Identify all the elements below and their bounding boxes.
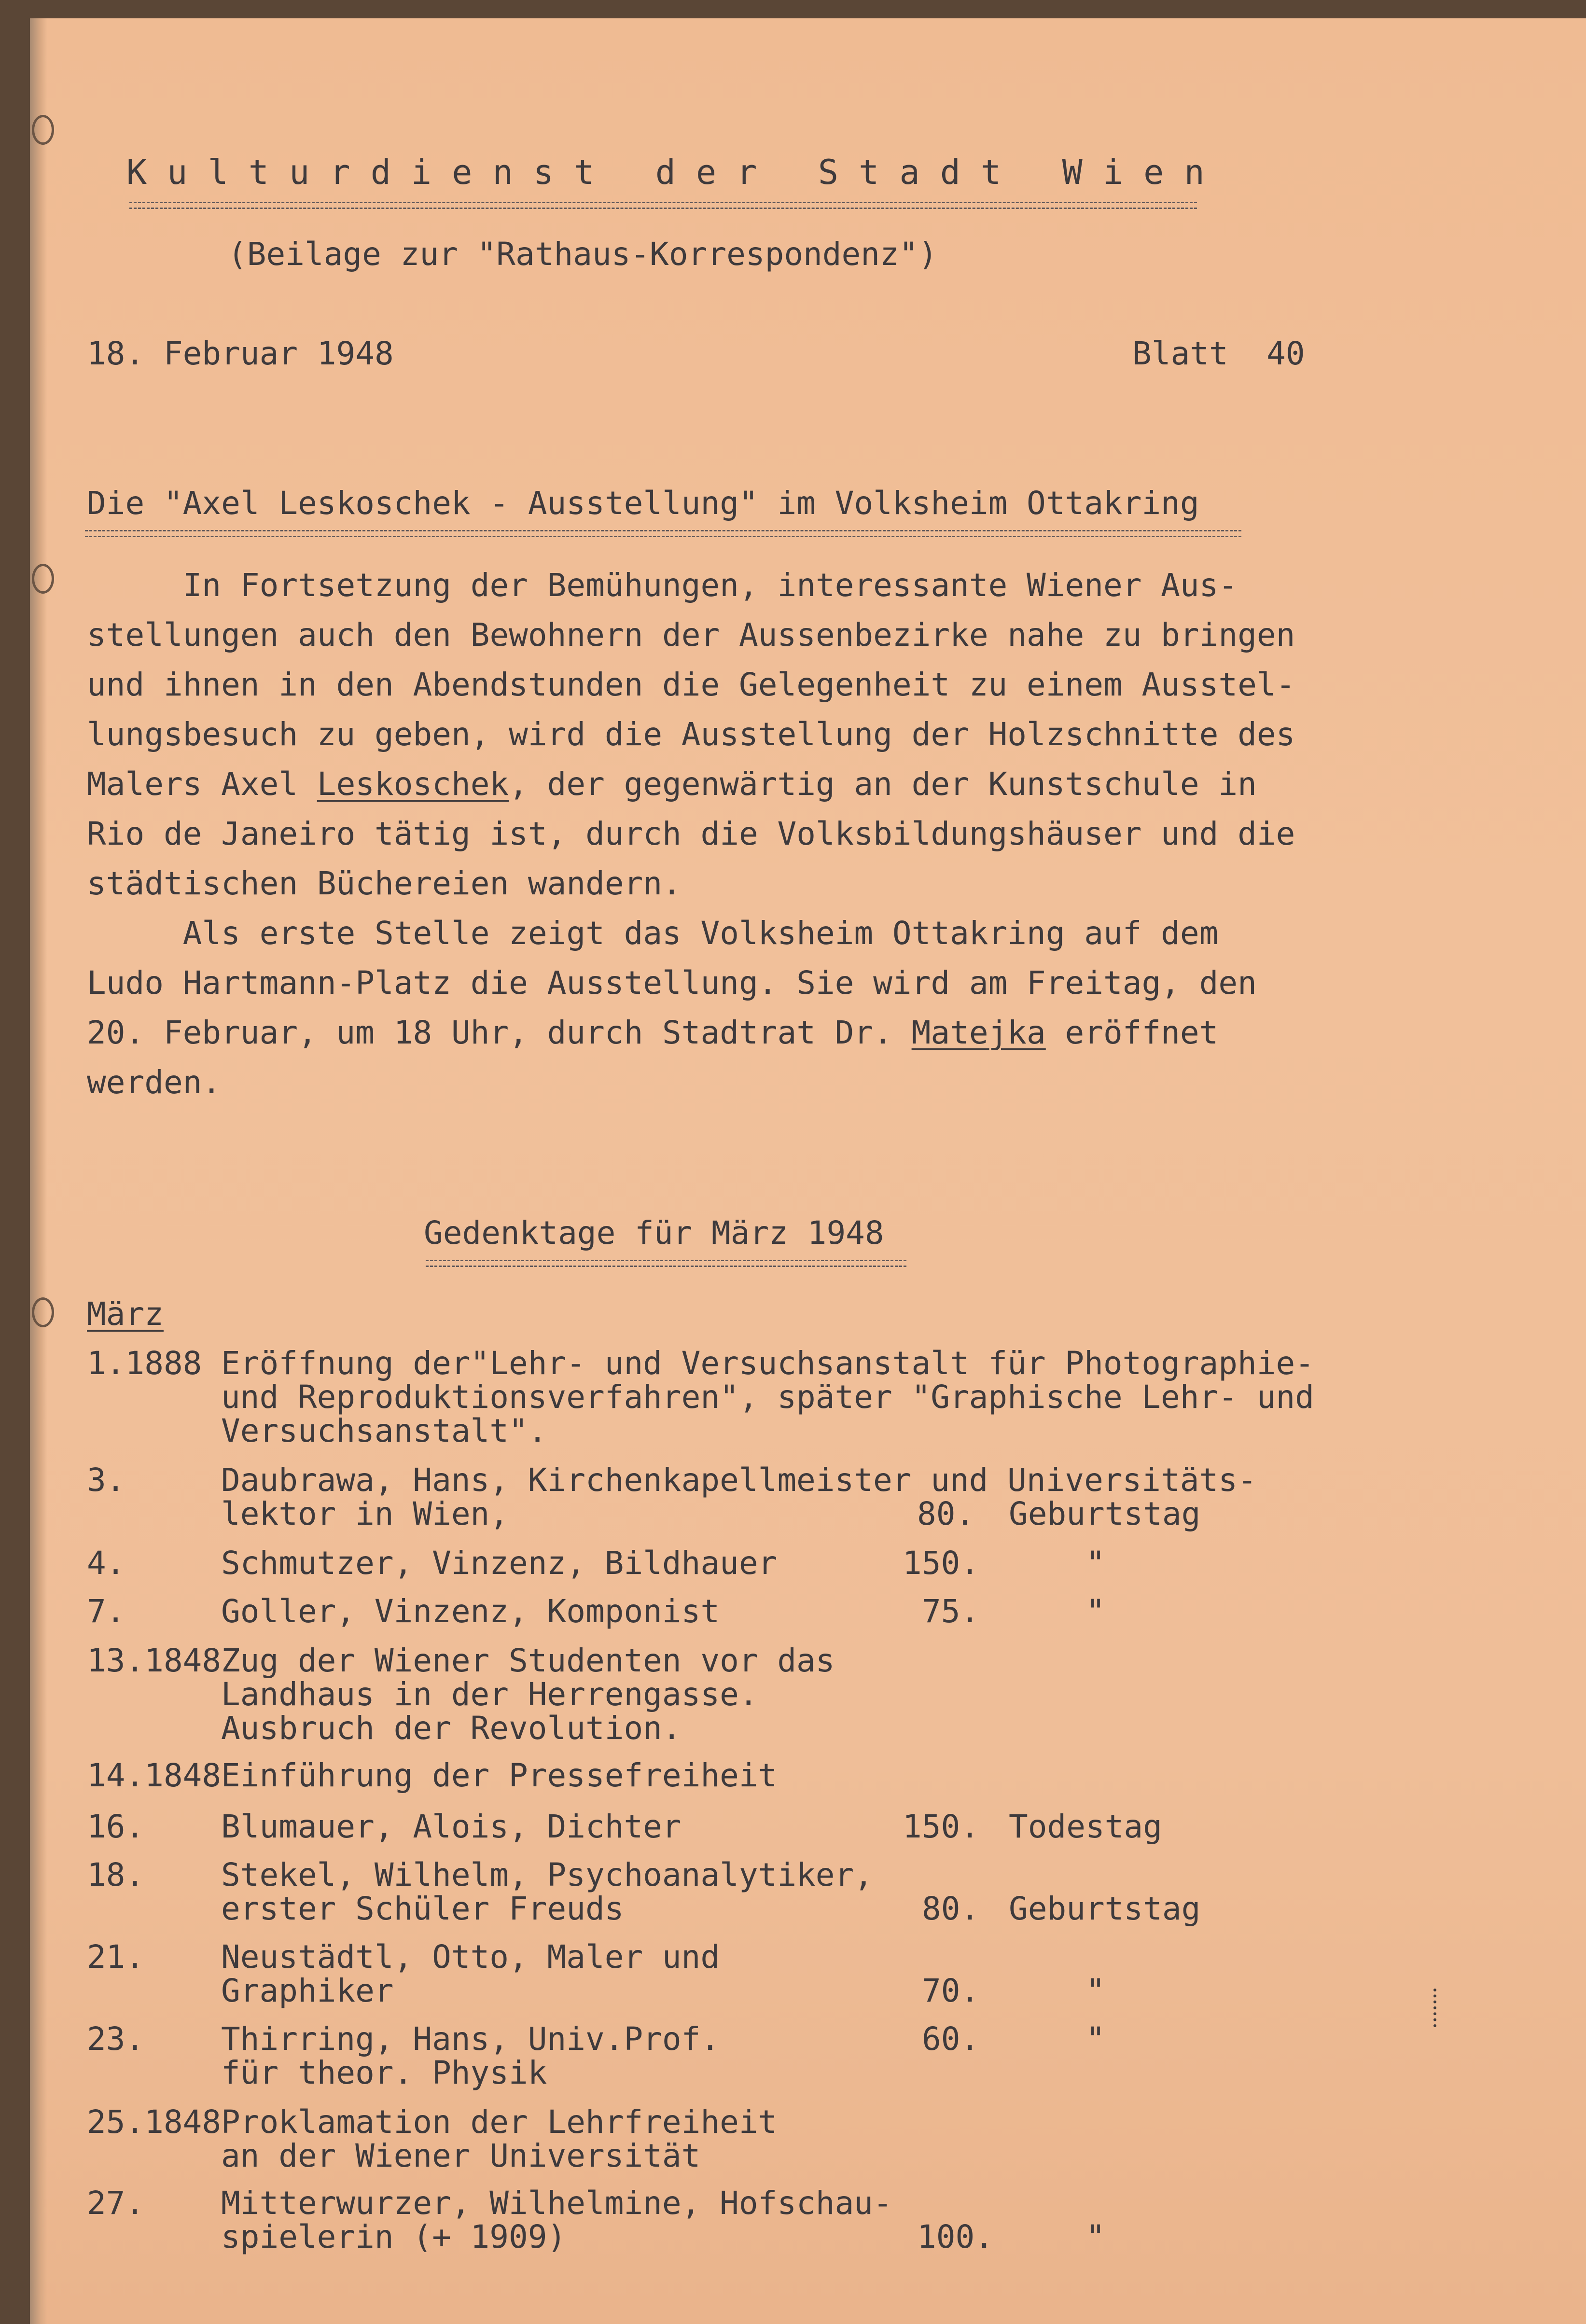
- entry-text: und Reproduktionsverfahren", später "Graphische Lehr- und: [221, 1378, 1314, 1416]
- entry-event: Geburtstag: [1009, 1890, 1201, 1927]
- article-text: 20. Februar, um 18 Uhr, durch Stadtrat Dr.: [87, 1014, 912, 1051]
- binding-edge: [30, 18, 47, 2324]
- entry-anniversary: 100.: [917, 2218, 994, 2255]
- entry-day: 7.: [87, 1593, 125, 1630]
- entry-text: Eröffnung der"Lehr- und Versuchsanstalt für Photographie-: [221, 1345, 1314, 1382]
- newsletter-subtitle: (Beilage zur "Rathaus-Korrespondenz"): [228, 236, 938, 273]
- entry-event: ": [1086, 2020, 1105, 2058]
- entry-text: Mitterwurzer, Wilhelmine, Hofschau-: [221, 2185, 892, 2222]
- entry-day: 27.: [87, 2185, 145, 2222]
- article-text: , der gegenwärtig an der Kunstschule in: [509, 765, 1257, 803]
- entry-day: 14.1848: [87, 1757, 222, 1794]
- entry-anniversary: 150.: [903, 1808, 979, 1845]
- issue-date: 18. Februar 1948: [87, 335, 394, 372]
- entry-event: Todestag: [1009, 1808, 1162, 1845]
- entry-event: ": [1086, 1545, 1105, 1582]
- entry-anniversary: 80.: [922, 1890, 980, 1927]
- article-line: In Fortsetzung der Bemühungen, interessante Wiener Aus-: [87, 567, 1238, 604]
- entry-text: Proklamation der Lehrfreiheit: [221, 2103, 778, 2141]
- entry-text: Einführung der Pressefreiheit: [221, 1757, 778, 1794]
- article-line: werden.: [87, 1064, 222, 1101]
- entry-day: 21.: [87, 1938, 145, 1976]
- newsletter-title: K u l t u r d i e n s t d e r S t a d t W i e n: [126, 153, 1205, 192]
- calendar-title: Gedenktage für März 1948: [424, 1214, 884, 1252]
- article-title-rule: [85, 530, 1241, 537]
- entry-event: ": [1086, 1972, 1105, 2009]
- page-number: Blatt 40: [1132, 335, 1305, 372]
- entry-anniversary: 70.: [922, 1972, 980, 2009]
- entry-event: ": [1086, 2218, 1105, 2255]
- entry-text: lektor in Wien,: [221, 1495, 509, 1532]
- article-title: Die "Axel Leskoschek - Ausstellung" im Volksheim Ottakring: [87, 485, 1199, 522]
- entry-day: 25.1848: [87, 2103, 222, 2141]
- article-line: Rio de Janeiro tätig ist, durch die Volksbildungshäuser und die: [87, 815, 1295, 852]
- article-line: städtischen Büchereien wandern.: [87, 865, 682, 902]
- entry-text: für theor. Physik: [221, 2054, 547, 2091]
- article-line: [87, 765, 1257, 803]
- entry-text: Versuchsanstalt".: [221, 1412, 547, 1449]
- entry-day: 13.1848: [87, 1642, 222, 1679]
- binding-ring: [32, 564, 54, 594]
- entry-anniversary: 60.: [922, 2020, 980, 2058]
- councillor-name: Matejka: [911, 1014, 1046, 1051]
- entry-text: Ausbruch der Revolution.: [221, 1710, 682, 1747]
- binding-ring: [32, 115, 54, 145]
- entry-text: Goller, Vinzenz, Komponist: [221, 1593, 720, 1630]
- article-line: und ihnen in den Abendstunden die Gelegenheit zu einem Ausstel-: [87, 666, 1295, 703]
- entry-text: Neustädtl, Otto, Maler und: [221, 1938, 720, 1976]
- entry-text: spielerin (+ 1909): [221, 2218, 567, 2255]
- entry-event: Geburtstag: [1009, 1495, 1201, 1532]
- entry-day: 3.: [87, 1461, 125, 1499]
- entry-anniversary: 150.: [903, 1545, 979, 1582]
- entry-day: 18.: [87, 1856, 145, 1893]
- entry-text: Graphiker: [221, 1972, 394, 2009]
- article-line: Ludo Hartmann-Platz die Ausstellung. Sie wird am Freitag, den: [87, 964, 1257, 1002]
- margin-mark: [1433, 1989, 1441, 2027]
- binding-ring: [32, 1297, 54, 1327]
- entry-day: 1.1888: [87, 1345, 202, 1382]
- artist-name: Leskoschek: [317, 765, 509, 803]
- entry-text: Stekel, Wilhelm, Psychoanalytiker,: [221, 1856, 874, 1893]
- entry-text: Thirring, Hans, Univ.Prof.: [221, 2020, 720, 2058]
- month-label: März: [87, 1295, 164, 1333]
- article-text: Malers Axel: [87, 765, 317, 803]
- entry-text: erster Schüler Freuds: [221, 1890, 624, 1927]
- entry-text: Blumauer, Alois, Dichter: [221, 1808, 682, 1845]
- article-line: Als erste Stelle zeigt das Volksheim Ottakring auf dem: [87, 915, 1219, 952]
- calendar-title-rule: [426, 1260, 906, 1267]
- entry-anniversary: 75.: [922, 1593, 980, 1630]
- entry-day: 23.: [87, 2020, 145, 2058]
- article-line: [87, 1014, 1219, 1051]
- entry-text: Schmutzer, Vinzenz, Bildhauer: [221, 1545, 778, 1582]
- entry-text: Daubrawa, Hans, Kirchenkapellmeister und Universitäts-: [221, 1461, 1257, 1499]
- article-text: eröffnet: [1045, 1014, 1219, 1051]
- entry-day: 16.: [87, 1808, 145, 1845]
- title-rule: [129, 202, 1197, 209]
- entry-event: ": [1086, 1593, 1105, 1630]
- article-line: lungsbesuch zu geben, wird die Ausstellung der Holzschnitte des: [87, 716, 1295, 753]
- entry-text: Zug der Wiener Studenten vor das: [221, 1642, 835, 1679]
- entry-text: Landhaus in der Herrengasse.: [221, 1676, 758, 1713]
- entry-day: 4.: [87, 1545, 125, 1582]
- article-line: stellungen auch den Bewohnern der Aussenbezirke nahe zu bringen: [87, 616, 1295, 654]
- entry-anniversary: 80.: [917, 1495, 975, 1532]
- entry-text: an der Wiener Universität: [221, 2137, 701, 2174]
